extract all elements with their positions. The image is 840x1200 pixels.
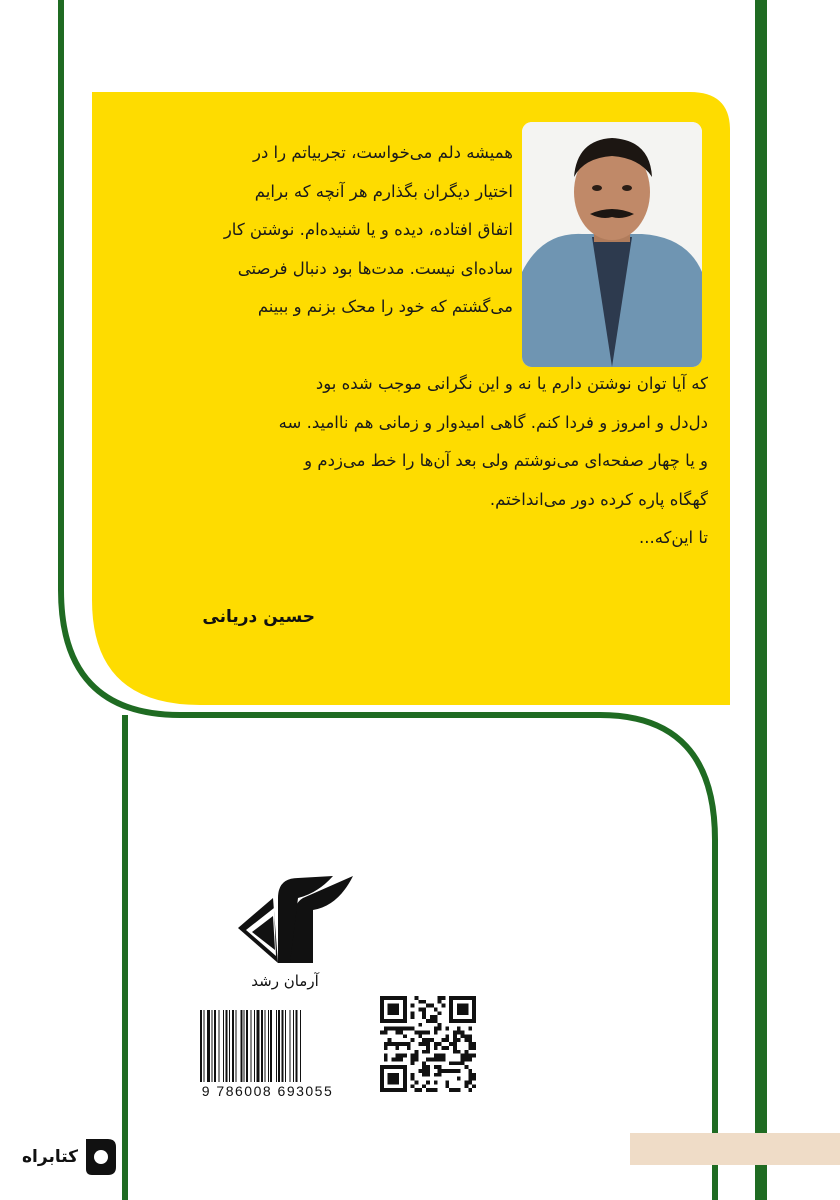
author-signature: حسین دریانی	[202, 607, 315, 627]
text-line: که آیا توان نوشتن دارم یا نه و این نگرانی موجب شده بود	[315, 374, 708, 393]
text-line: می‌گشتم که خود را محک بزنم و ببینم	[257, 297, 513, 316]
text-line: دل‌دل و امروز و فردا کنم. گاهی امیدوار و زمانی هم ناامید. سه	[278, 412, 708, 432]
text-line: اختیار دیگران بگذارم هر آنچه که برایم	[254, 181, 513, 201]
bottom-beige-strip	[630, 1133, 840, 1165]
publisher-logo-icon	[218, 868, 358, 968]
isbn-barcode	[200, 1010, 358, 1082]
watermark-icon	[82, 1135, 118, 1179]
author-photo	[522, 122, 702, 367]
qr-code	[380, 996, 476, 1092]
text-line: همیشه دلم می‌خواست، تجربیاتم را در	[252, 143, 513, 162]
back-cover-text-bottom	[118, 365, 708, 558]
isbn-number: 9 786008 693055	[201, 1083, 334, 1099]
back-cover-text-top	[118, 134, 513, 327]
text-line: و یا چهار صفحه‌ای می‌نوشتم ولی بعد آن‌ها را خط می‌زدم و	[304, 451, 708, 470]
publisher-name: آرمان رشد	[251, 972, 319, 990]
right-green-bar	[755, 0, 767, 1200]
watermark-text: کتابراه	[22, 1147, 79, 1167]
text-line: اتفاق افتاده، دیده و یا شنیده‌ام. نوشتن کار	[223, 220, 513, 239]
text-line: تا این‌که...	[638, 528, 708, 547]
text-line: ساده‌ای نیست. مدت‌ها بود دنبال فرصتی	[237, 258, 513, 278]
watermark-logo	[22, 1130, 132, 1184]
text-line: گهگاه پاره کرده دور می‌انداختم.	[489, 489, 708, 509]
